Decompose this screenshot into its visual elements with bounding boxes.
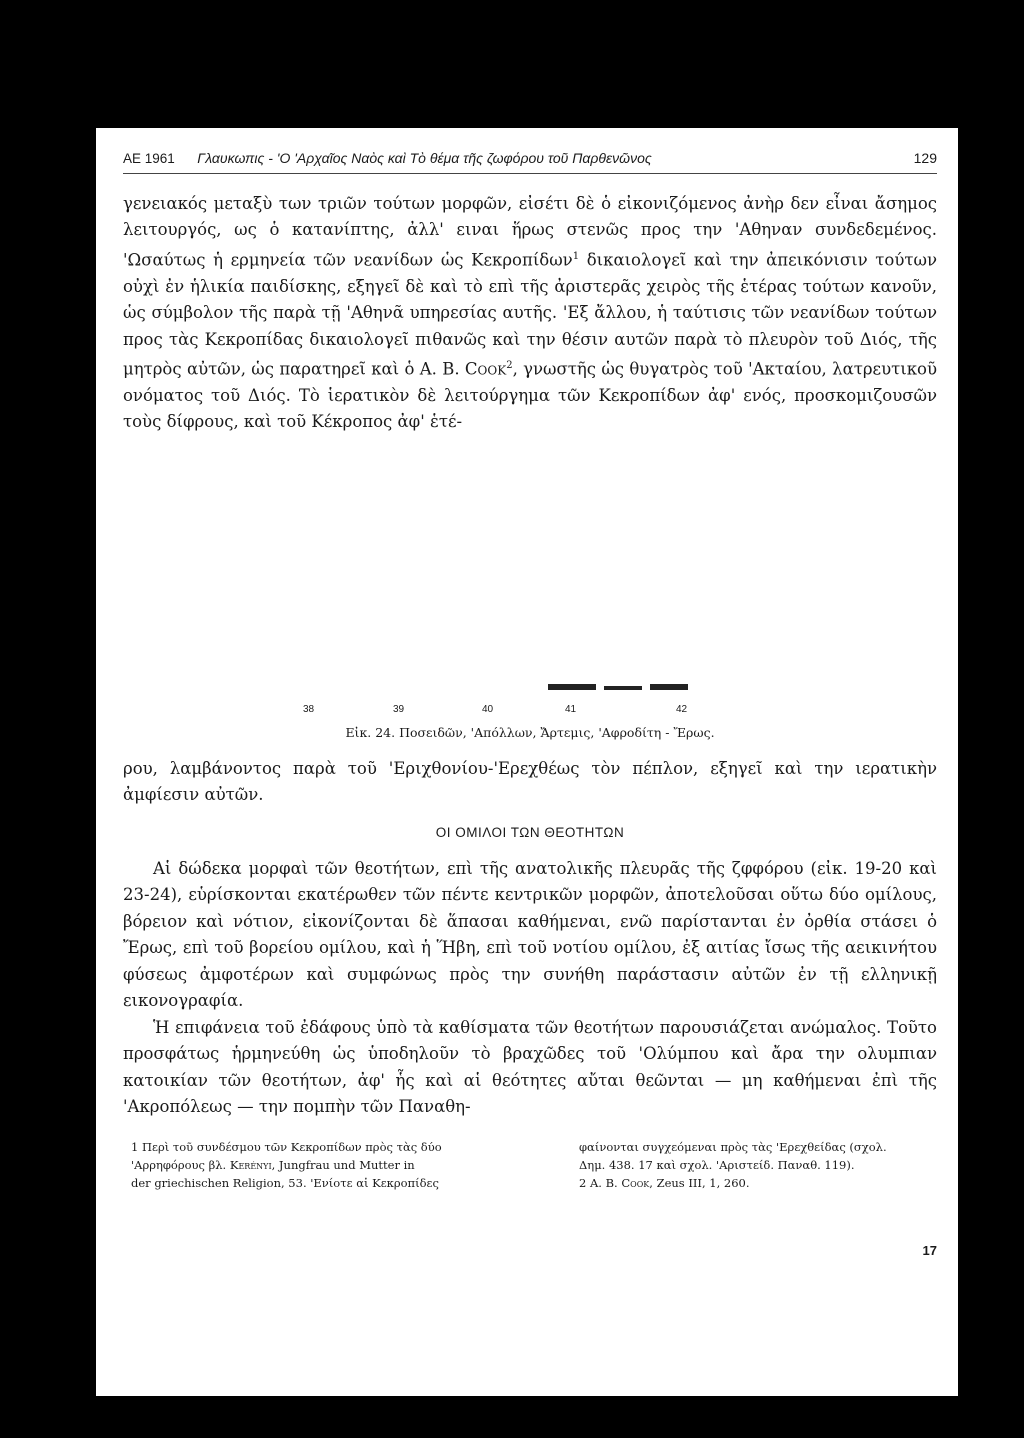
figure-slab-numbers [123, 704, 937, 718]
slab-number-38: 38 [303, 704, 315, 715]
header-rule [123, 173, 937, 174]
footnote-1-line-2 [131, 1156, 503, 1174]
author-cook: Cook [464, 359, 507, 379]
paragraph-2: ρου, λαμβάνοντος παρὰ τοῦ 'Εριχθονίου-'Ερεχθέως τὸν πέπλον, εξηγεῖ καὶ την ιερατικὴν ἀμφίεσιν αὐτῶν. [123, 759, 937, 805]
paragraph-4: Ἡ επιφάνεια τοῦ ἐδάφους ὑπὸ τὰ καθίσματα τῶν θεοτήτων παρουσιάζεται ανώμαλος. Τοῦτο προσφάτως ἡρμηνεύθη ὡς ὑποδηλοῦν τὸ βραχῶδες τοῦ 'Ολύμπου καὶ ἄρα την ολυμπιαν κατοικίαν τῶν θεοτήτων, ἀφ' ἧς καὶ αἱ θεότητες αὔται θεῶνται — μη καθήμεναι ἐπὶ τῆς 'Ακροπόλεως — την πομπὴν τῶν Παναθη- [123, 1018, 937, 1117]
paragraph-1-text-a: γενειακός μεταξὺ των τριῶν τούτων μορφῶν, εἰσέτι δὲ ὁ εἰκονιζόμενος ἀνὴρ δεν εἶναι ἄσημος λειτουργός, ως ὁ κατανίπτης, ἀλλ' ειναι ἥρως στενῶς προς την 'Αθηναν συνδεδεμένος. 'Ωσαύτως ἡ ερμηνεία τῶν νεανίδων ὡς Κεκροπίδων [123, 194, 937, 270]
paragraph-3: Αἱ δώδεκα μορφαὶ τῶν θεοτήτων, επὶ τῆς ανατολικῆς πλευρᾶς τῆς ζφφόρου (εἰκ. 19-20 καὶ 23-24), εὑρίσκονται εκατέρωθεν τῶν πέντε κεντρικῶν μορφῶν, ἀποτελοῦσαι οὕτω δύο ομίλους, βόρειον καὶ νότιον, εἰκονίζονται δὲ ἅπασαι καθήμεναι, ενῶ παρίστανται ἐν ὀρθία στάσει ὁ Ἔρως, επὶ τοῦ βορείου ομίλου, καὶ ἡ Ἥβη, επὶ τοῦ νοτίου ομίλου, ἐξ αιτίας ἴσως τῆς αεικινήτου φύσεως ἀμφοτέρων καὶ συμφώνως πρὸς την συνήθη παράστασιν αὐτῶν ἐν τῇ ελληνικῇ εικονογραφία. [123, 859, 937, 1011]
footnote-1-line-4: φαίνονται συγχεόμεναι πρὸς τὰς 'Ερεχθείδας (σχολ. [579, 1140, 887, 1154]
slab-number-39: 39 [393, 704, 405, 715]
journal-page [96, 128, 958, 1396]
running-header [123, 150, 937, 172]
footnote-ref-1: 1 [572, 250, 580, 262]
footnote-ref-2: 2 [506, 359, 513, 371]
paragraph-1-text-c: , γνωστῆς ὡς θυγατρὸς τοῦ 'Ακταίου, λατρευτικοῦ ονόματος τοῦ Διός. Τὸ ἱερατικὸν δὲ λειτούργημα τῶν Κεκροπίδων ἀφ' ενός, προσκομιζουσῶν τοὺς δίφρους, καὶ τοῦ Κέκροπος ἀφ' ἑτέ- [123, 359, 937, 432]
journal-reference: ΑΕ 1961 [123, 151, 175, 166]
paragraph-1-text-b: δικαιολογεῖ καὶ την ἀπεικόνισιν τούτων οὐχὶ ἐν ἡλικία παιδίσκης, εξηγεῖ δὲ καὶ τὸ επὶ τῆς ἀριστερᾶς χειρὸς τῆς ἑτέρας τούτων κανοῦν, ὡς σύμβολον τῆς παρὰ τῇ 'Αθηνᾶ υπηρεσίας αυτῆς. 'Εξ ἄλλου, ἡ ταύτισις τῶν νεανίδων τούτων προς τὰς Κεκροπίδας δικαιολογεῖ πιθανῶς καὶ την θέσιν αυτῶν παρὰ τὸ πλευρὸν τοῦ Διός, τῆς μητρὸς αὐτῶν, ὡς παρατηρεῖ καὶ ὁ Α. Β. [123, 250, 937, 379]
footnote-1-line-3: der griechischen Religion, 53. 'Ενίοτε αἱ Κεκροπίδες [131, 1176, 439, 1190]
footnote-1-line-5: Δημ. 438. 17 καὶ σχολ. 'Αριστείδ. Παναθ. 119). [579, 1158, 855, 1172]
slab-number-40: 40 [482, 704, 494, 715]
footnote-1-line-2-a: 'Αρρηφόρους βλ. [131, 1158, 230, 1172]
author-kerenyi: Kerényi [229, 1158, 272, 1172]
figure-caption: Εἰκ. 24. Ποσειδῶν, 'Απόλλων, Ἄρτεμις, 'Αφροδίτη - Ἔρως. [345, 725, 715, 740]
footnote-2 [579, 1174, 951, 1192]
header-page-number: 129 [913, 150, 937, 166]
slab-number-42: 42 [676, 704, 688, 715]
footnotes-right-column [579, 1138, 951, 1192]
section-title: ΟΙ ΟΜΙΛΟΙ ΤΩΝ ΘΕΟΤΗΤΩΝ [435, 825, 625, 840]
footnote-1-line-1: 1 Περὶ τοῦ συνδέσμου τῶν Κεκροπίδων πρὸς τὰς δύο [131, 1140, 442, 1154]
footnote-2-marker: 2 [579, 1176, 590, 1190]
page-footer-number: 17 [922, 1243, 937, 1258]
footnote-2-ref: , Zeus III, 1, 260. [649, 1176, 750, 1190]
header-left [123, 150, 652, 167]
paragraph-1 [123, 191, 937, 436]
slab-number-41: 41 [565, 704, 577, 715]
figure-photo-fragment [548, 684, 688, 692]
footnote-1-line-2-b: , Jungfrau und Mutter in [271, 1158, 415, 1172]
running-title: Γλαυκωπις - 'Ο 'Αρχαῖος Ναὸς καὶ Τὸ θέμα τῆς ζωφόρου τοῦ Παρθενῶνος [197, 150, 652, 166]
footnotes-left-column [131, 1138, 503, 1192]
author-cook-footnote: A. B. Cook [589, 1176, 650, 1190]
